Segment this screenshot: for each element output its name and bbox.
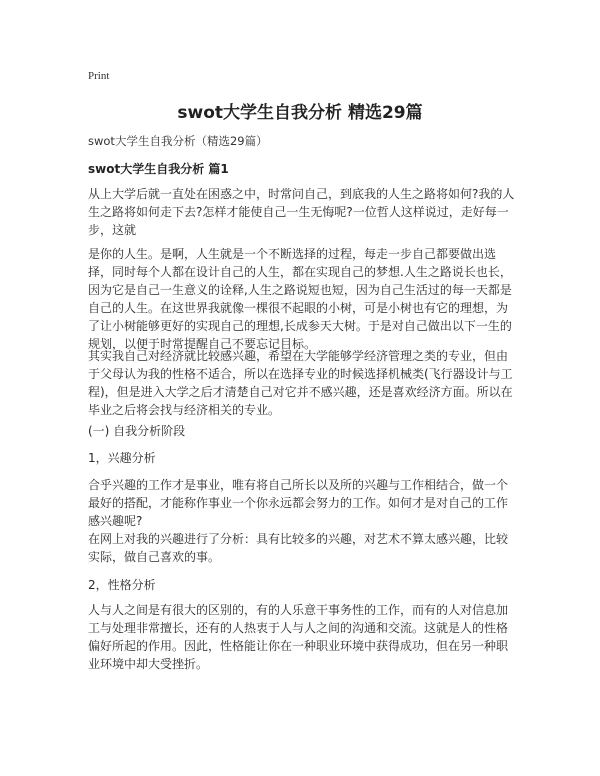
subheading-personality: 2，性格分析 (88, 578, 156, 592)
paragraph-personality: 人与人之间是有很大的区别的，有的人乐意干事务性的工作，而有的人对信息加工与处理非常擅长，还有的人热衷于人与人之间的沟通和交流。这就是人的性格偏好所起的作用。因此，性格能让你在一种职业环境中获得成功，但在另一种职业环境中却大受挫折。 (88, 603, 509, 671)
paragraph-interest: 合乎兴趣的工作才是事业，唯有将自己所长以及所的兴趣与工作相结合，做一个最好的搭配，才能称作事业一个你永远都会努力的工作。如何才是对自己的工作感兴趣呢? (88, 478, 509, 528)
print-label[interactable]: Print (88, 70, 110, 82)
document-subtitle: swot大学生自我分析（精选29篇） (88, 134, 268, 148)
section-heading: swot大学生自我分析 篇1 (88, 162, 229, 176)
paragraph-life: 是你的人生。是啊，人生就是一个不断选择的过程，每走一步自己都要做出选择，同时每个人都在设计自己的人生，都在实现自己的梦想.人生之路说长也长，因为它是自己一生意义的诠释,人生之路说短也短，因为自己生活过的每一天都是自己的人生。在这世界我就像一棵很不起眼的小树，可是小树也有它的理想，为了让小树能够更好的实现自己的理想,长成参天大树。于是对自己做出以下一生的规划，以便于时常提醒自己不要忘记目标。 (88, 247, 512, 351)
section-self-analysis: (一) 自我分析阶段 (88, 424, 186, 438)
paragraph-intro: 从上大学后就一直处在困惑之中，时常问自己，到底我的人生之路将如何?我的人生之路将如何走下去?怎样才能使自己一生无悔呢?一位哲人这样说过，走好每一步，这就 (88, 187, 515, 237)
paragraph-economics: 其实我自己对经济就比较感兴趣，希望在大学能够学经济管理之类的专业，但由于父母认为我的性格不适合，所以在选择专业的时候选择机械类(飞行器设计与工程)，但是进入大学之后才清楚自己对它并不感兴趣，还是喜欢经济方面。所以在毕业之后将会找与经济相关的专业。 (88, 349, 513, 417)
page-title: swot大学生自我分析 精选29篇 (177, 103, 423, 123)
subheading-interest: 1，兴趣分析 (88, 451, 156, 465)
paragraph-interest-result: 在网上对我的兴趣进行了分析：具有比较多的兴趣，对艺术不算太感兴趣，比较实际，做自己喜欢的事。 (88, 532, 509, 564)
